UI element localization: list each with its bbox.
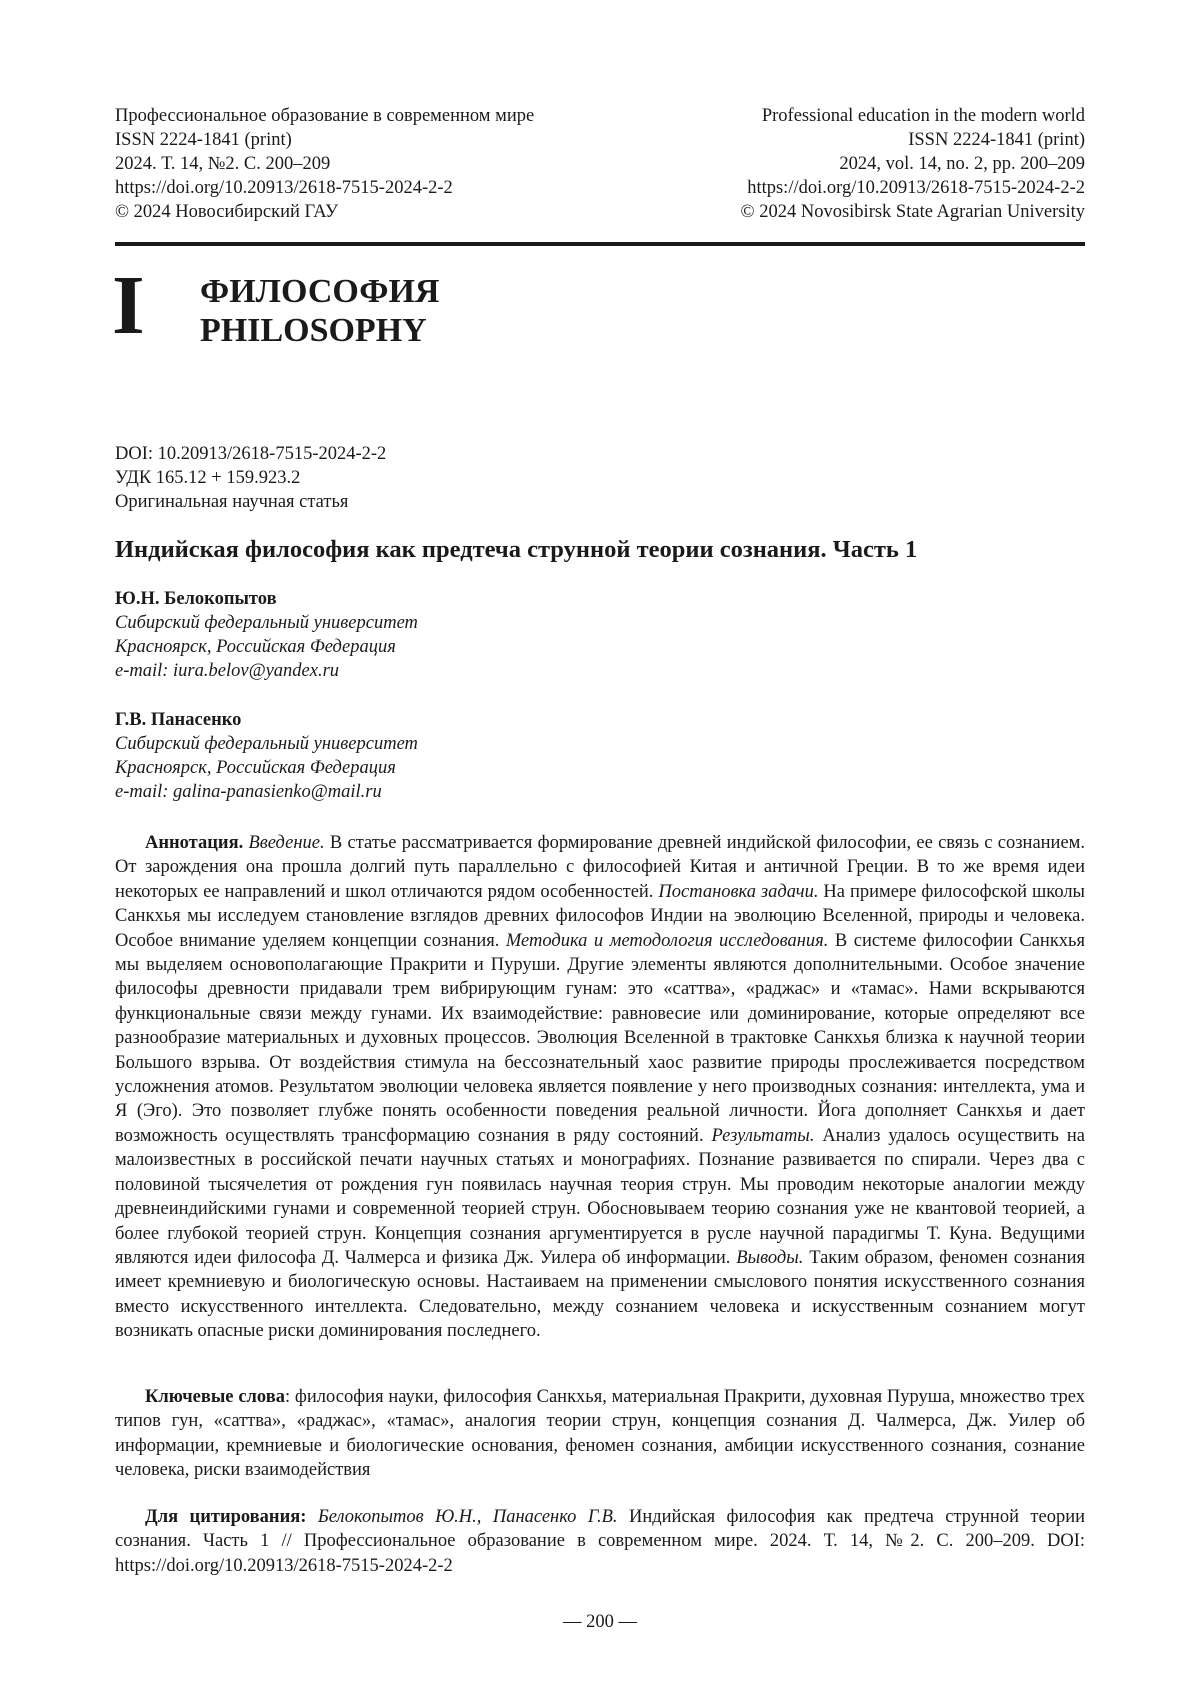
- abstract-intro: В статье рассматривается формирование древней индийской философии, ее связь с сознанием. От зарождения она прошла долгий путь параллельно с философией Китая и античной Греции. В то же время идеи некоторых ее направлений и школ отличаются рядом особенностей.: [115, 833, 1085, 902]
- abstract-method: В системе философии Санкхья мы выделяем основополагающие Пракрити и Пуруши. Другие элементы являются дополнительными. Особое значение философы древности придавали трем вибрирующим гунам: это «саттва», «раджас» и «тамас». Нами вскрываются функциональные связи между гунами. Их взаимодействие: равновесие или доминирование, которые определяют все разнообразие материальных и духовных процессов. Эволюция Вселенной в трактовке Санкхья близка к научной теории Большого взрыва. От воздействия стимула на бессознательный хаос развитие природы прослеживается посредством усложнения атомов. Результатом эволюции человека является появление у него производных сознания: интеллекта, ума и Я (Эго). Это позволяет глубже понять особенности поведения реальной личности. Йога дополняет Санкхья и дает возможность осуществлять трансформацию сознания в ряду состояний.: [115, 930, 1085, 1146]
- author-location: Красноярск, Российская Федерация: [115, 758, 396, 778]
- copyright-en: © 2024 Novosibirsk State Agrarian University: [740, 202, 1085, 222]
- issue-info-en: 2024, vol. 14, no. 2, pp. 200–209: [839, 154, 1085, 174]
- abstract-method-label: Методика и методология исследования.: [505, 930, 829, 951]
- issue-info-ru: 2024. Т. 14, №2. С. 200–209: [115, 154, 331, 174]
- header-right: [741, 104, 1085, 224]
- author-email[interactable]: e-mail: galina-panasienko@mail.ru: [115, 782, 382, 802]
- abstract-results-label: Результаты.: [711, 1125, 815, 1146]
- author-email[interactable]: e-mail: iura.belov@yandex.ru: [115, 661, 340, 681]
- header-divider: [115, 242, 1085, 246]
- keywords: [115, 1385, 1085, 1483]
- section-number: I: [112, 259, 145, 352]
- journal-title-ru: Профессиональное образование в современном мире: [115, 106, 535, 126]
- article-doi: DOI: 10.20913/2618-7515-2024-2-2: [115, 444, 387, 464]
- author-block: [115, 708, 418, 804]
- issn-ru: ISSN 2224-1841 (print): [115, 130, 292, 150]
- citation-text: Индийская философия как предтеча струнной теории сознания. Часть 1 // Профессиональное образование в современном мире. 2024. Т. 14, №2. С. 200–209. DOI: https://doi.org/10.20913/2618-7515-2024-2-2: [115, 1507, 1085, 1576]
- copyright-ru: © 2024 Новосибирский ГАУ: [115, 202, 339, 222]
- author-affiliation: Сибирский федеральный университет: [115, 613, 418, 633]
- article-title: Индийская философия как предтеча струнной теории сознания. Часть 1: [115, 536, 918, 563]
- abstract-task-label: Постановка задачи.: [658, 881, 819, 902]
- author-location: Красноярск, Российская Федерация: [115, 637, 396, 657]
- author-affiliation: Сибирский федеральный университет: [115, 734, 418, 754]
- header-left: [115, 104, 534, 224]
- author-block: [115, 587, 418, 683]
- doi-link-en[interactable]: https://doi.org/10.20913/2618-7515-2024-2-2: [747, 178, 1085, 198]
- journal-title-en: Professional education in the modern world: [761, 106, 1085, 126]
- citation: [115, 1505, 1085, 1578]
- article-type: Оригинальная научная статья: [115, 492, 349, 512]
- abstract-intro-label: Введение.: [248, 833, 325, 853]
- abstract-results: Анализ удалось осуществить на малоизвестных в российской печати научных статьях и монографиях. Познание развивается по спирали. Через два с половиной тысячелетия от рождения гун появилась научная теория струн. Мы проводим некоторые аналогии между древнеиндийскими гунами и современной теорией струн. Обосновываем теорию сознания уже не квантовой теорией, а более глубокой теорией струн. Концепция сознания аргументируется в русле научной парадигмы Т. Куна. Ведущими являются идеи философа Д. Чалмерса и физика Дж. Уилера об информации.: [115, 1125, 1085, 1268]
- abstract-conclusions-label: Выводы.: [736, 1247, 804, 1268]
- section-title-ru: ФИЛОСОФИЯ: [200, 273, 440, 310]
- section-heading: [200, 272, 439, 350]
- citation-authors: Белокопытов Ю.Н., Панасенко Г.В.: [317, 1507, 618, 1527]
- keywords-text: : философия науки, философия Санкхья, материальная Пракрити, духовная Пуруша, множество трех типов гун, «саттва», «раджас», «тамас», аналогия теории струн, концепция сознания Д. Чалмерса, Дж. Уилер об информации, кремниевые и биологические основания, феномен сознания, амбиции искусственного сознания, сознание человека, риски взаимодействия: [115, 1387, 1085, 1481]
- abstract-task: На примере философской школы Санкхья мы исследуем становление взглядов древних философов Индии на эволюцию Вселенной, природы и человека. Особое внимание уделяем концепции сознания.: [115, 881, 1085, 951]
- article-meta: [115, 442, 386, 514]
- citation-label: Для цитирования:: [145, 1507, 307, 1527]
- page-number: — 200 —: [563, 1612, 637, 1632]
- author-name: Ю.Н. Белокопытов: [115, 589, 277, 609]
- author-name: Г.В. Панасенко: [115, 710, 242, 730]
- abstract-conclusions: Таким образом, феномен сознания имеет кремниевую и биологическую основы. Настаиваем на применении смыслового понятия искусственного сознания вместо искусственного интеллекта. Следовательно, между сознанием человека и искусственным сознанием могут возникать опасные риски доминирования последнего.: [115, 1247, 1085, 1342]
- abstract: [115, 831, 1085, 1344]
- section-title-en: PHILOSOPHY: [200, 312, 427, 349]
- keywords-label: Ключевые слова: [145, 1387, 285, 1407]
- abstract-label: Аннотация.: [145, 833, 244, 853]
- article-udk: УДК 165.12 + 159.923.2: [115, 468, 301, 488]
- doi-link-ru[interactable]: https://doi.org/10.20913/2618-7515-2024-2-2: [115, 178, 453, 198]
- issn-en: ISSN 2224-1841 (print): [908, 130, 1085, 150]
